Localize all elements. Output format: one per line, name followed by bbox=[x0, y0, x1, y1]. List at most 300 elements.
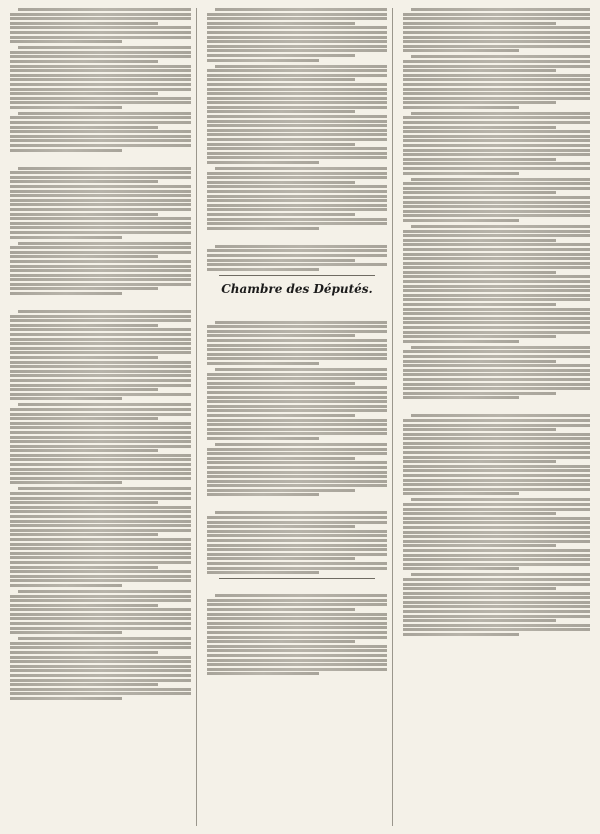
text-line bbox=[10, 51, 191, 54]
text-line bbox=[10, 570, 191, 573]
text-line bbox=[411, 112, 590, 115]
text-line bbox=[403, 106, 519, 109]
text-line bbox=[10, 506, 191, 509]
text-line bbox=[10, 194, 191, 197]
text-line bbox=[403, 121, 590, 124]
article-paragraph bbox=[403, 573, 590, 636]
text-line bbox=[403, 428, 556, 431]
text-line bbox=[207, 54, 355, 57]
text-line bbox=[215, 245, 388, 248]
text-line bbox=[403, 162, 590, 165]
text-line bbox=[403, 182, 590, 185]
article-paragraph bbox=[207, 245, 388, 271]
text-line bbox=[10, 231, 191, 234]
text-line bbox=[403, 526, 590, 529]
text-line bbox=[10, 440, 191, 443]
text-line bbox=[207, 31, 388, 34]
text-line bbox=[207, 489, 355, 492]
text-line bbox=[207, 195, 388, 198]
text-line bbox=[403, 437, 590, 440]
text-line bbox=[207, 649, 388, 652]
text-line bbox=[10, 683, 158, 686]
text-line bbox=[403, 214, 590, 217]
text-line bbox=[10, 665, 191, 668]
text-line bbox=[18, 403, 191, 406]
text-line bbox=[207, 353, 388, 356]
text-line bbox=[207, 471, 388, 474]
text-line bbox=[403, 521, 590, 524]
text-line bbox=[207, 567, 388, 570]
text-line bbox=[10, 171, 191, 174]
column-2 bbox=[207, 8, 394, 826]
text-line bbox=[207, 199, 388, 202]
text-line bbox=[10, 449, 158, 452]
text-line bbox=[10, 190, 191, 193]
text-line bbox=[207, 386, 388, 389]
text-line bbox=[10, 679, 191, 682]
text-line bbox=[207, 26, 388, 29]
text-line bbox=[403, 619, 556, 622]
text-line bbox=[10, 22, 158, 25]
text-line bbox=[403, 360, 556, 363]
text-line bbox=[403, 17, 590, 20]
text-line bbox=[10, 278, 191, 281]
text-line bbox=[207, 124, 388, 127]
text-line bbox=[403, 97, 590, 100]
text-line bbox=[403, 116, 590, 119]
text-line bbox=[10, 472, 191, 475]
text-line bbox=[207, 152, 388, 155]
text-line bbox=[403, 312, 590, 315]
text-line bbox=[10, 347, 191, 350]
text-line bbox=[10, 388, 158, 391]
text-line bbox=[207, 263, 388, 266]
article-paragraph bbox=[403, 112, 590, 175]
text-line bbox=[215, 8, 388, 11]
text-line bbox=[403, 266, 590, 269]
text-line bbox=[10, 78, 191, 81]
section-title bbox=[207, 584, 388, 592]
article-paragraph bbox=[403, 8, 590, 52]
text-line bbox=[207, 668, 388, 671]
text-line bbox=[403, 592, 590, 595]
text-line bbox=[403, 172, 519, 175]
text-line bbox=[10, 13, 191, 16]
text-line bbox=[207, 534, 388, 537]
section-title bbox=[207, 311, 388, 319]
text-line bbox=[18, 242, 191, 245]
text-line bbox=[10, 579, 191, 582]
text-line bbox=[403, 601, 590, 604]
text-line bbox=[207, 553, 388, 556]
text-line bbox=[10, 40, 122, 43]
text-line bbox=[207, 92, 388, 95]
text-line bbox=[207, 227, 319, 230]
text-line bbox=[403, 201, 590, 204]
text-line bbox=[207, 603, 388, 606]
text-line bbox=[10, 199, 191, 202]
text-line bbox=[207, 457, 355, 460]
section-title bbox=[10, 157, 191, 165]
text-line bbox=[207, 557, 355, 560]
text-line bbox=[10, 454, 191, 457]
text-line bbox=[411, 498, 590, 501]
text-line bbox=[10, 510, 191, 513]
text-line bbox=[10, 226, 191, 229]
article-paragraph bbox=[207, 511, 388, 574]
article-paragraph bbox=[207, 65, 388, 164]
text-line bbox=[403, 451, 590, 454]
article-paragraph bbox=[10, 590, 191, 634]
text-line bbox=[403, 460, 556, 463]
text-line bbox=[403, 253, 590, 256]
text-line bbox=[10, 365, 191, 368]
text-line bbox=[207, 45, 388, 48]
text-line bbox=[215, 167, 388, 170]
text-line bbox=[10, 55, 191, 58]
text-line bbox=[403, 326, 590, 329]
text-line bbox=[10, 463, 191, 466]
text-line bbox=[403, 13, 590, 16]
text-line bbox=[207, 640, 355, 643]
text-line bbox=[207, 608, 355, 611]
text-line bbox=[403, 101, 556, 104]
section-title bbox=[10, 300, 191, 308]
text-line bbox=[10, 222, 191, 225]
text-line bbox=[10, 203, 191, 206]
text-line bbox=[411, 8, 590, 11]
text-line bbox=[207, 539, 388, 542]
text-line bbox=[18, 46, 191, 49]
text-line bbox=[403, 303, 556, 306]
text-line bbox=[207, 419, 388, 422]
text-line bbox=[403, 36, 590, 39]
text-line bbox=[10, 126, 158, 129]
text-line bbox=[403, 483, 590, 486]
text-line bbox=[403, 433, 590, 436]
text-line bbox=[207, 40, 388, 43]
text-line bbox=[207, 562, 388, 565]
column-3 bbox=[403, 8, 590, 826]
text-line bbox=[10, 642, 191, 645]
text-line bbox=[207, 428, 388, 431]
text-line bbox=[207, 115, 388, 118]
text-line bbox=[207, 49, 388, 52]
article-subheading bbox=[207, 298, 388, 306]
text-line bbox=[10, 274, 191, 277]
text-line bbox=[10, 236, 122, 239]
text-line bbox=[207, 334, 355, 337]
text-line bbox=[10, 283, 191, 286]
text-line bbox=[10, 561, 191, 564]
text-line bbox=[215, 321, 388, 324]
text-line bbox=[403, 135, 590, 138]
text-line bbox=[403, 187, 590, 190]
text-line bbox=[403, 144, 590, 147]
text-line bbox=[10, 116, 191, 119]
text-line bbox=[403, 373, 590, 376]
text-line bbox=[10, 543, 191, 546]
text-line bbox=[10, 144, 191, 147]
text-line bbox=[10, 176, 191, 179]
text-line bbox=[403, 369, 590, 372]
text-line bbox=[10, 656, 191, 659]
text-line bbox=[207, 636, 388, 639]
text-line bbox=[207, 69, 388, 72]
text-line bbox=[10, 631, 122, 634]
text-line bbox=[403, 60, 590, 63]
text-line bbox=[207, 414, 355, 417]
text-line bbox=[10, 660, 191, 663]
text-line bbox=[403, 234, 590, 237]
text-line bbox=[403, 196, 590, 199]
text-line bbox=[10, 520, 191, 523]
text-line bbox=[207, 13, 388, 16]
text-line bbox=[10, 370, 191, 373]
text-line bbox=[10, 130, 191, 133]
text-line bbox=[10, 31, 191, 34]
text-line bbox=[403, 22, 556, 25]
text-line bbox=[207, 161, 319, 164]
text-line bbox=[10, 319, 191, 322]
article-paragraph bbox=[10, 403, 191, 484]
column-1 bbox=[10, 8, 197, 826]
text-line bbox=[403, 49, 519, 52]
text-line bbox=[10, 692, 191, 695]
text-line bbox=[403, 446, 590, 449]
text-line bbox=[10, 260, 191, 263]
text-line bbox=[207, 36, 388, 39]
text-line bbox=[10, 83, 191, 86]
text-line bbox=[10, 88, 191, 91]
text-line bbox=[10, 436, 191, 439]
article-heading: Chambre des Députés. bbox=[221, 281, 373, 296]
text-line bbox=[207, 22, 355, 25]
text-line bbox=[10, 139, 191, 142]
text-line bbox=[403, 364, 590, 367]
text-line bbox=[10, 69, 191, 72]
text-line bbox=[10, 374, 191, 377]
text-line bbox=[207, 143, 355, 146]
text-line bbox=[10, 324, 158, 327]
text-line bbox=[207, 480, 388, 483]
text-line bbox=[10, 422, 191, 425]
text-line bbox=[411, 346, 590, 349]
text-line bbox=[10, 426, 191, 429]
text-line bbox=[10, 575, 191, 578]
text-line bbox=[10, 413, 191, 416]
text-line bbox=[10, 351, 191, 354]
text-line bbox=[403, 396, 519, 399]
text-line bbox=[207, 101, 388, 104]
divider-rule bbox=[219, 578, 376, 579]
article-paragraph bbox=[403, 346, 590, 400]
text-line bbox=[411, 178, 590, 181]
text-line bbox=[403, 92, 590, 95]
section-title bbox=[207, 235, 388, 243]
text-line bbox=[207, 617, 388, 620]
text-line bbox=[10, 135, 191, 138]
text-line bbox=[10, 408, 191, 411]
text-line bbox=[207, 133, 388, 136]
text-line bbox=[10, 501, 158, 504]
text-line bbox=[207, 525, 355, 528]
text-line bbox=[207, 17, 388, 20]
text-line bbox=[403, 153, 590, 156]
text-line bbox=[411, 414, 590, 417]
text-line bbox=[403, 378, 590, 381]
text-line bbox=[403, 139, 590, 142]
text-line bbox=[403, 126, 556, 129]
text-line bbox=[10, 101, 191, 104]
text-line bbox=[403, 149, 590, 152]
text-line bbox=[10, 697, 122, 700]
article-paragraph bbox=[403, 178, 590, 222]
text-line bbox=[207, 437, 319, 440]
text-line bbox=[403, 492, 519, 495]
section-title bbox=[403, 404, 590, 412]
article-paragraph bbox=[207, 167, 388, 230]
text-line bbox=[403, 633, 519, 636]
text-line bbox=[10, 646, 191, 649]
article-paragraph bbox=[403, 498, 590, 570]
text-line bbox=[207, 156, 388, 159]
divider-rule bbox=[219, 275, 376, 276]
text-line bbox=[18, 487, 191, 490]
text-line bbox=[207, 448, 388, 451]
text-line bbox=[403, 517, 590, 520]
text-line bbox=[403, 567, 519, 570]
text-line bbox=[207, 325, 388, 328]
text-line bbox=[18, 310, 191, 313]
text-line bbox=[207, 129, 388, 132]
text-line bbox=[403, 355, 590, 358]
article-paragraph bbox=[403, 55, 590, 109]
text-line bbox=[403, 83, 590, 86]
text-line bbox=[10, 213, 158, 216]
article-paragraph bbox=[10, 637, 191, 700]
text-line bbox=[10, 529, 191, 532]
text-line bbox=[10, 17, 191, 20]
text-line bbox=[215, 368, 388, 371]
text-line bbox=[10, 379, 191, 382]
text-line bbox=[403, 248, 590, 251]
text-line bbox=[403, 294, 590, 297]
text-line bbox=[10, 251, 191, 254]
article-paragraph bbox=[10, 242, 191, 296]
article-paragraph bbox=[10, 8, 191, 43]
text-line bbox=[207, 185, 388, 188]
text-line bbox=[207, 452, 388, 455]
text-line bbox=[403, 289, 590, 292]
text-line bbox=[207, 222, 388, 225]
text-line bbox=[215, 511, 388, 514]
text-line bbox=[207, 484, 388, 487]
text-line bbox=[207, 530, 388, 533]
text-line bbox=[403, 628, 590, 631]
text-line bbox=[10, 217, 191, 220]
text-line bbox=[403, 298, 590, 301]
text-line bbox=[207, 78, 355, 81]
text-line bbox=[207, 432, 388, 435]
text-line bbox=[10, 524, 191, 527]
text-line bbox=[403, 535, 590, 538]
text-line bbox=[403, 130, 590, 133]
text-line bbox=[10, 292, 122, 295]
text-line bbox=[403, 239, 556, 242]
text-line bbox=[403, 587, 556, 590]
section-title bbox=[207, 501, 388, 509]
text-line bbox=[403, 392, 556, 395]
text-line bbox=[10, 255, 158, 258]
text-line bbox=[403, 31, 590, 34]
article-paragraph bbox=[10, 167, 191, 239]
article-paragraph bbox=[10, 310, 191, 400]
text-line bbox=[207, 218, 388, 221]
text-line bbox=[207, 631, 388, 634]
text-line bbox=[10, 497, 191, 500]
text-line bbox=[207, 654, 388, 657]
text-line bbox=[403, 503, 590, 506]
text-line bbox=[10, 445, 191, 448]
text-line bbox=[403, 544, 556, 547]
article-paragraph bbox=[207, 8, 388, 62]
text-line bbox=[10, 622, 191, 625]
article-paragraph bbox=[10, 46, 191, 109]
text-line bbox=[10, 185, 191, 188]
text-line bbox=[207, 626, 388, 629]
text-line bbox=[403, 540, 590, 543]
text-line bbox=[411, 225, 590, 228]
text-line bbox=[403, 321, 590, 324]
text-line bbox=[207, 83, 388, 86]
text-line bbox=[403, 262, 590, 265]
text-line bbox=[207, 110, 355, 113]
text-line bbox=[403, 69, 556, 72]
text-line bbox=[207, 213, 355, 216]
text-line bbox=[403, 158, 556, 161]
text-line bbox=[403, 191, 556, 194]
text-line bbox=[10, 384, 191, 387]
text-line bbox=[10, 651, 158, 654]
text-line bbox=[207, 423, 388, 426]
text-line bbox=[10, 492, 191, 495]
text-line bbox=[403, 167, 590, 170]
text-line bbox=[207, 348, 388, 351]
text-line bbox=[403, 531, 590, 534]
text-line bbox=[10, 65, 191, 68]
text-line bbox=[207, 645, 388, 648]
text-line bbox=[207, 493, 319, 496]
text-line bbox=[207, 357, 388, 360]
text-line bbox=[10, 584, 122, 587]
text-line bbox=[10, 287, 158, 290]
text-line bbox=[10, 458, 191, 461]
text-line bbox=[207, 405, 388, 408]
text-line bbox=[207, 176, 388, 179]
text-line bbox=[207, 88, 388, 91]
text-line bbox=[10, 97, 191, 100]
text-line bbox=[403, 350, 590, 353]
text-line bbox=[403, 243, 590, 246]
text-line bbox=[403, 442, 590, 445]
text-line bbox=[403, 479, 590, 482]
text-line bbox=[403, 78, 590, 81]
text-line bbox=[207, 204, 388, 207]
text-line bbox=[10, 533, 158, 536]
text-line bbox=[403, 210, 590, 213]
text-line bbox=[10, 688, 191, 691]
